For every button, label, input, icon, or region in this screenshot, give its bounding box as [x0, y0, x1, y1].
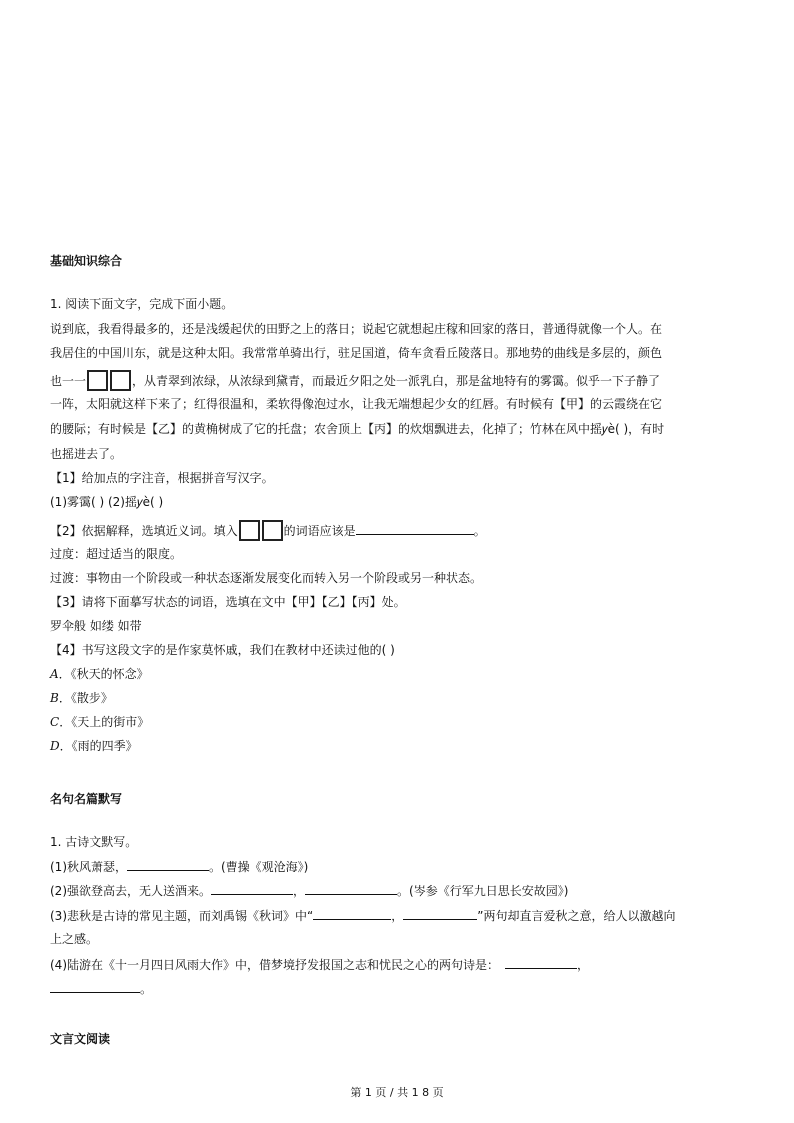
answer-blank[interactable]	[403, 907, 477, 920]
passage-line: 也摇进去了。	[50, 447, 123, 461]
poem-text: 。(岑参《行军九日思长安故园》)	[397, 884, 569, 898]
poem-text: (4)陆游在《十一月四日风雨大作》中，借梦境抒发报国之志和忧民之心的两句诗是：	[50, 958, 500, 972]
answer-blank[interactable]	[211, 882, 293, 895]
answer-box[interactable]	[110, 370, 131, 391]
page-footer: 第 1 页 / 共 1 8 页	[350, 1086, 444, 1099]
poem-line: 上之感。	[50, 932, 99, 946]
sub-question-1: 【1】给加点的字注音，根据拼音写汉字。	[50, 471, 274, 485]
answer-box[interactable]	[239, 520, 260, 541]
question-intro: 1. 古诗文默写。	[50, 835, 138, 849]
option-text: ．《散步》	[58, 691, 113, 705]
answer-box[interactable]	[87, 370, 108, 391]
answer-blank[interactable]	[313, 907, 391, 920]
answer-blank[interactable]	[127, 858, 209, 871]
passage-line: 一阵，太阳就这样下来了；红得很温和，柔软得像泡过水，让我无端想起少女的红唇。有时候有【甲】的云霞绕在它	[50, 397, 663, 411]
answer-blank[interactable]	[505, 956, 577, 969]
passage-line: 说到底，我看得最多的，还是浅缓起伏的田野之上的落日；说起它就想起庄稼和回家的落日，普通得就像一个人。在	[50, 322, 663, 336]
option-d[interactable]	[50, 738, 750, 754]
sub-question-2	[50, 520, 750, 541]
section-title-famous: 名句名篇默写	[50, 792, 123, 806]
section-title-classical: 文言文阅读	[50, 1032, 111, 1046]
poem-text: 。	[140, 982, 153, 996]
definition-line: 过渡：事物由一个阶段或一种状态逐渐发展变化而转入另一个阶段或另一种状态。	[50, 571, 483, 585]
option-letter: C	[50, 715, 60, 729]
sub-question-3: 【3】请将下面摹写状态的词语，选填在文中【甲】【乙】【丙】处。	[50, 595, 406, 609]
answer-blank[interactable]	[305, 882, 397, 895]
option-text: ．《秋天的怀念》	[58, 667, 149, 681]
sub-question-1-items: (1)雾霭( ) (2)摇𝑦è( )	[50, 495, 164, 509]
option-text: ．《天上的街市》	[59, 715, 150, 729]
poem-line	[50, 858, 750, 875]
answer-box[interactable]	[262, 520, 283, 541]
poem-line	[50, 956, 750, 973]
question-text: 的词语应该是	[283, 524, 356, 538]
option-letter: B	[50, 691, 59, 705]
passage-line: 我居住的中国川东，就是这种太阳。我常常单骑出行，驻足国道，倚车贪看丘陵落日。那地势的曲线是多层的，颜色	[50, 346, 663, 360]
passage-text: ，从青翠到浓绿，从浓绿到黛青，而最近夕阳之处一派乳白，那是盆地特有的雾霭。似乎一下子静了	[132, 374, 661, 388]
question-intro: 1. 阅读下面文字，完成下面小题。	[50, 297, 234, 311]
word-options: 罗伞般 如缕 如带	[50, 619, 142, 633]
answer-blank[interactable]	[356, 522, 474, 535]
passage-line: 的腰际；有时候是【乙】的黄桷树成了它的托盘；农舍顶上【丙】的炊烟飘进去，化掉了；竹林在风中摇𝑦è( )，有时	[50, 422, 665, 436]
question-text: 【2】依据解释，选填近义词。填入	[50, 524, 238, 538]
poem-text: 。(曹操《观沧海》)	[209, 860, 309, 874]
poem-line	[50, 907, 750, 924]
question-text: 。	[473, 524, 486, 538]
definition-line: 过度：超过适当的限度。	[50, 547, 183, 561]
passage-line	[50, 370, 750, 391]
poem-text: ”两句却直言爱秋之意，给人以激越向	[477, 909, 676, 923]
poem-text: (2)强欲登高去，无人送酒来。	[50, 884, 211, 898]
sub-question-4: 【4】书写这段文字的是作家莫怀戚，我们在教材中还读过他的( )	[50, 643, 395, 657]
section-title-basic: 基础知识综合	[50, 254, 123, 268]
poem-text: ，	[293, 884, 306, 898]
poem-text: (3)悲秋是古诗的常见主题，而刘禹锡《秋词》中“	[50, 909, 314, 923]
passage-text: 也一一	[50, 374, 87, 388]
poem-line	[50, 882, 750, 899]
option-text: ．《雨的四季》	[59, 739, 138, 753]
answer-blank[interactable]	[50, 980, 140, 993]
poem-text: (1)秋风萧瑟，	[50, 860, 127, 874]
poem-line	[50, 980, 750, 997]
option-a[interactable]	[50, 666, 750, 682]
option-letter: D	[50, 739, 60, 753]
poem-text: ，	[391, 909, 404, 923]
option-letter: A	[50, 667, 59, 681]
option-b[interactable]	[50, 690, 750, 706]
option-c[interactable]	[50, 714, 750, 730]
poem-text: ，	[577, 958, 590, 972]
